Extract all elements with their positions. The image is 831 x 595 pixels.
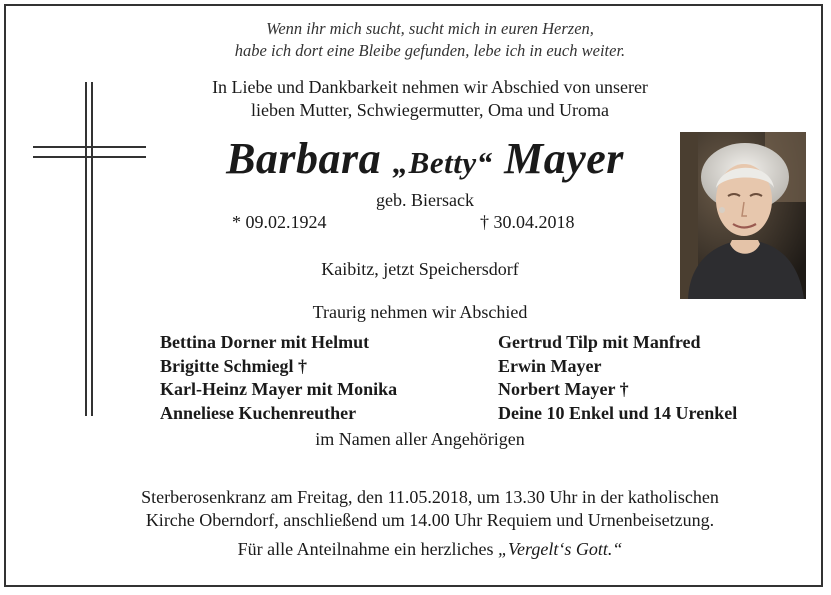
mourner-name: Deine 10 Enkel und 14 Urenkel bbox=[498, 402, 738, 423]
nickname: „Betty“ bbox=[392, 145, 493, 180]
mourner-name: Karl-Heinz Mayer mit Monika bbox=[160, 379, 398, 399]
poem-line-2: habe ich dort eine Bleibe gefunden, lebe ich in euch weiter. bbox=[234, 41, 626, 60]
thanks-quote: „Vergelt‘s Gott.“ bbox=[498, 539, 623, 559]
mourners-right-column bbox=[498, 331, 737, 425]
intro-line-1: In Liebe und Dankbarkeit nehmen wir Abschied von unserer bbox=[212, 77, 648, 97]
mourning-heading: Traurig nehmen wir Abschied bbox=[312, 302, 528, 322]
first-name: Barbara bbox=[226, 134, 382, 183]
intro-text bbox=[130, 76, 730, 122]
mourner-name: Norbert Mayer † bbox=[498, 379, 629, 399]
birth-name: geb. Biersack bbox=[376, 190, 474, 210]
thanks-line bbox=[150, 539, 710, 560]
mourner-name: Brigitte Schmiegl † bbox=[160, 355, 307, 376]
service-line-2: Kirche Oberndorf, anschließend um 14.00 Uhr Requiem und Urnenbeisetzung. bbox=[145, 510, 715, 530]
deceased-name bbox=[170, 133, 680, 184]
poem-line-1: Wenn ihr mich sucht, sucht mich in euren Herzen, bbox=[266, 19, 594, 38]
intro-line-2: lieben Mutter, Schwiegermutter, Oma und Uroma bbox=[251, 100, 609, 120]
mourner-name: Gertrud Tilp mit Manfred bbox=[498, 332, 701, 352]
residence: Kaibitz, jetzt Speichersdorf bbox=[321, 259, 519, 279]
mourners-left-column bbox=[160, 331, 397, 425]
birth-date: * 09.02.1924 bbox=[232, 212, 327, 232]
portrait-photo bbox=[680, 132, 806, 299]
last-name: Mayer bbox=[504, 134, 624, 183]
death-date: † 30.04.2018 bbox=[480, 212, 575, 232]
mourner-name: Erwin Mayer bbox=[498, 355, 602, 376]
thanks-text: Für alle Anteilnahme ein herzliches bbox=[237, 539, 494, 559]
behalf-line: im Namen aller Angehörigen bbox=[315, 429, 525, 449]
cross-vertical-beam bbox=[85, 82, 93, 416]
cross-horizontal-beam bbox=[33, 146, 146, 158]
poem bbox=[150, 18, 710, 62]
mourner-name: Bettina Dorner mit Helmut bbox=[160, 332, 370, 352]
service-line-1: Sterberosenkranz am Freitag, den 11.05.2018, um 13.30 Uhr in der katholischen bbox=[141, 487, 719, 507]
service-info bbox=[80, 486, 780, 532]
mourner-name: Anneliese Kuchenreuther bbox=[160, 402, 357, 423]
